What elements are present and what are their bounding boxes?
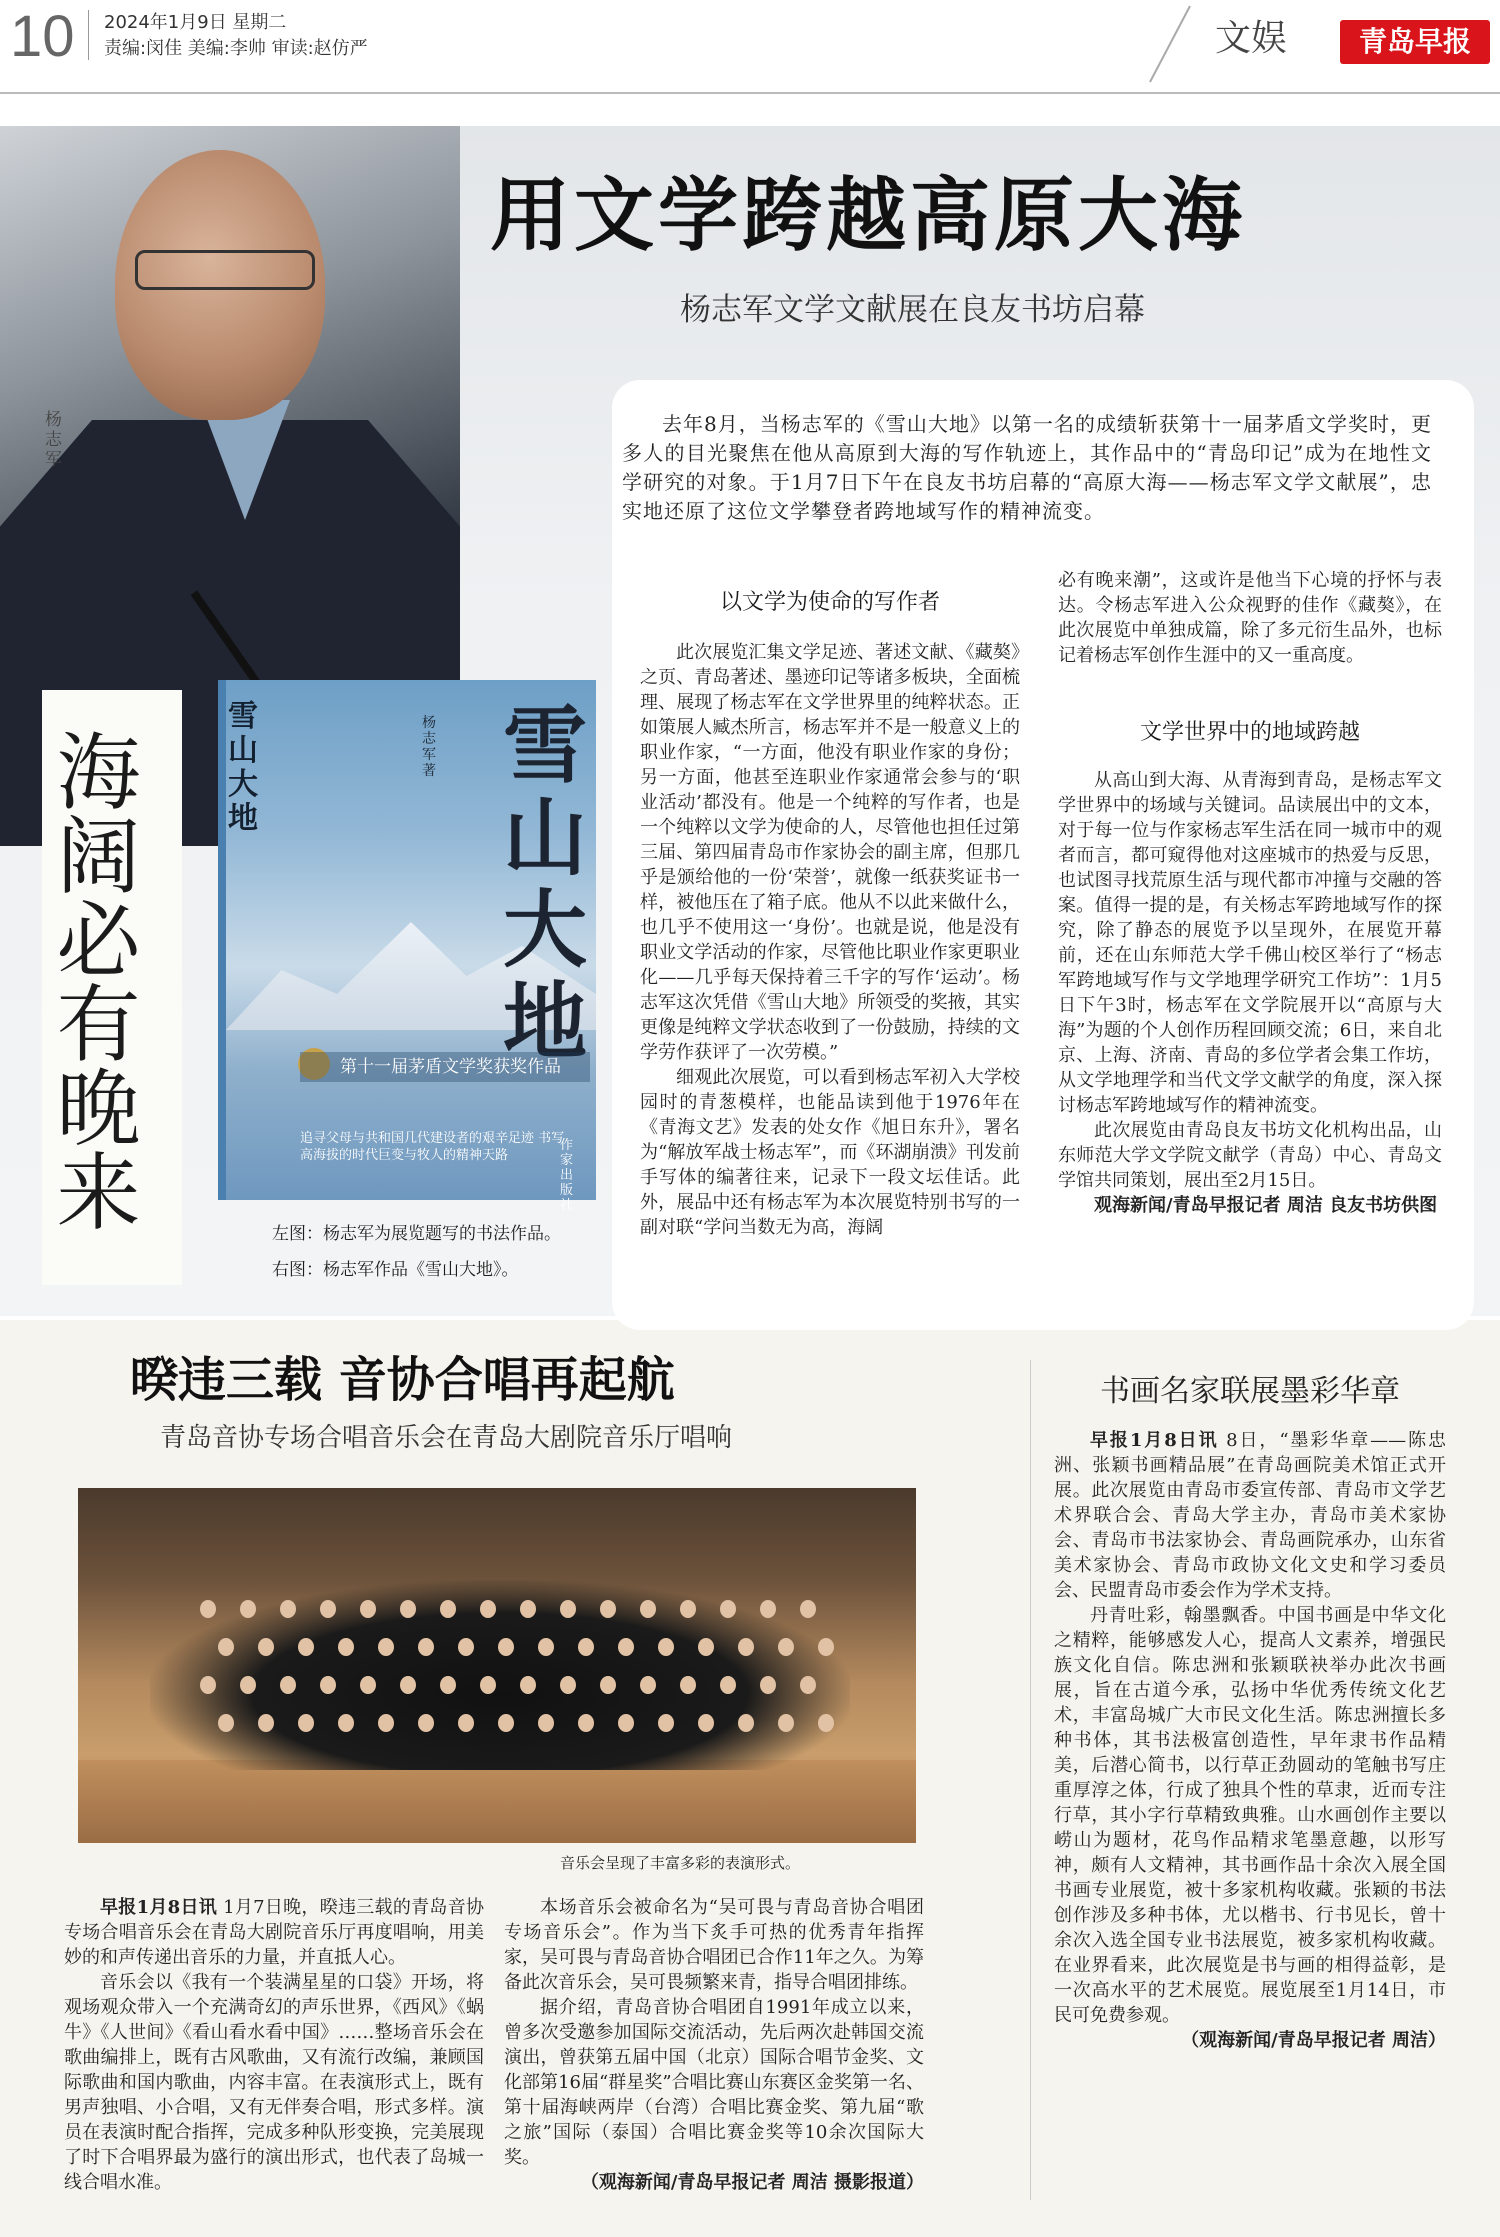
book-cover-publisher: 作家出版社 xyxy=(560,1138,574,1213)
header-divider xyxy=(88,10,89,60)
paragraph: 此次展览汇集文学足迹、著述文献、《藏獒》之页、青岛著述、墨迹印记等诸多板块，全面梳理、展现了杨志军在文学世界里的纯粹状态。正如策展人臧杰所言，杨志军并不是一般意义上的职业作家，“一方面，他没有职业作家的身份；另一方面，他甚至连职业作家通常会参与的‘职业活动’都没有。他是一个纯粹的写作者，也是一个纯粹以文学为使命的人，尽管他也担任过第三届、第四届青岛市作家协会的副主席，但那几乎是颁给他的一份‘荣誉’，就像一纸获奖证书一样，被他压在了箱子底。他从不以此来做什么，也几乎不使用这一‘身份’。也就是说，他是没有职业文学活动的作家，尽管他比职业作家更职业化——几乎每天保持着三千字的写作‘运动’。杨志军这次凭借《雪山大地》所领受的奖掖，其实更像是纯粹文学状态收到了一份鼓励，持续的文学劳作获评了一次劳模。” xyxy=(640,642,1020,1063)
paragraph: 音乐会以《我有一个装满星星的口袋》开场，将观场观众带入一个充满奇幻的声乐世界，《西风》《蜗牛》《人世间》《看山看水看中国》……整场音乐会在歌曲编排上，既有古风歌曲，又有流行改编，兼顾国际歌曲和国内歌曲，内容丰富。在表演形式上，既有男声独唱、小合唱，又有无伴奏合唱，形式多样。演员在表演时配合指挥，完成多种队形变换，完美展现了时下合唱界最为盛行的演出形式，也代表了岛城一线合唱水准。 xyxy=(64,1972,484,2193)
book-cover-author: 杨志军 著 xyxy=(422,715,436,779)
choir-member-face xyxy=(520,1676,536,1694)
choir-member-face xyxy=(498,1714,514,1732)
exhibit-headline: 书画名家联展墨彩华章 xyxy=(1100,1374,1400,1409)
lead-text: 去年8月，当杨志军的《雪山大地》以第一名的成绩斩获第十一届茅盾文学奖时，更多人的目光聚焦在他从高原到大海的写作轨迹上，其作品中的“青岛印记”成为在地性文学研究的对象。于1月7日下午在良友书坊启幕的“高原大海——杨志军文学文献展”，忠实地还原了这位文学攀登者跨地域写作的精神流变。 xyxy=(622,412,1432,523)
choir-member-face xyxy=(258,1638,274,1656)
caption-right: 右图：杨志军作品《雪山大地》。 xyxy=(272,1260,519,1280)
choir-member-face xyxy=(440,1676,456,1694)
choir-member-face xyxy=(698,1638,714,1656)
exhibit-byline: （观海新闻/青岛早报记者 周洁） xyxy=(1181,2030,1446,2051)
choir-member-face xyxy=(400,1600,416,1618)
header-rule xyxy=(0,92,1500,94)
section-label: 文娱 xyxy=(1215,18,1288,59)
choir-member-face xyxy=(720,1676,736,1694)
choir-member-face xyxy=(578,1714,594,1732)
paragraph: 据介绍，青岛音协合唱团自1991年成立以来，曾多次受邀参加国际交流活动，先后两次赴韩国交流演出，曾获第五届中国（北京）国际合唱节金奖、文化部第16届“群星奖”合唱比赛山东赛区金奖第一名、第十届海峡两岸（台湾）合唱比赛金奖、第九届“歌之旅”国际（泰国）合唱比赛金奖等10余次国际大奖。 xyxy=(504,1997,924,2168)
column-divider xyxy=(1030,1360,1031,2200)
choir-member-face xyxy=(640,1600,656,1618)
calligraphy-text: 海阔必有晚来 xyxy=(43,728,141,1232)
feature-byline: 观海新闻/青岛早报记者 周洁 良友书坊供图 xyxy=(1094,1195,1438,1216)
issue-date: 2024年1月9日 星期二 xyxy=(104,12,287,33)
header-slash-decoration xyxy=(1140,4,1200,84)
choir-member-face xyxy=(458,1714,474,1732)
paragraph: 丹青吐彩，翰墨飘香。中国书画是中华文化之精粹，能够感发人心，提高人文素养，增强民族文化自信。陈忠洲和张颖联袂举办此次书画展，旨在古道今承，弘扬中华优秀传统文化艺术，丰富岛城广大市民文化生活。陈忠洲擅长多种书体，其书法极富创造性，早年隶书作品精美，后潜心简书，以行草正劲圆动的笔触书写庄重厚淳之体，行成了独具个性的草隶，近而专注行草，其小字行草精致典雅。山水画创作主要以崂山为题材，花鸟作品精求笔墨意趣，以形写神，颇有人文精神，其书画作品十余次入展全国书画专业展览，被十多家机构收藏。张颖的书法创作涉及多种书体，尤以楷书、行书见长，曾十余次入选全国专业书法展览，被多家机构收藏。在业界看来，此次展览是书与画的相得益彰，是一次高水平的艺术展览。展览展至1月14日，市民可免费参观。 xyxy=(1054,1605,1446,2026)
newspaper-logo: 青岛早报 xyxy=(1340,20,1490,64)
choir-member-face xyxy=(298,1714,314,1732)
paragraph: 此次展览由青岛良友书坊文化机构出品，山东师范大学文学院文献学（青岛）中心、青岛文学馆共同策划，展出至2月15日。 xyxy=(1058,1120,1442,1191)
portrait-label: 杨志军 xyxy=(45,410,62,470)
choir-member-face xyxy=(818,1714,834,1732)
choir-member-face xyxy=(298,1638,314,1656)
paragraph: 本场音乐会被命名为“吴可畏与青岛音协合唱团专场音乐会”。作为当下炙手可热的优秀青年指挥家，吴可畏与青岛音协合唱团已合作11年之久。为筹备此次音乐会，吴可畏频繁来青，指导合唱团排练。 xyxy=(504,1897,924,1993)
book-cover-title: 雪山大地 xyxy=(502,696,587,1071)
calligraphy-artwork xyxy=(42,690,182,1285)
choir-member-face xyxy=(320,1676,336,1694)
choir-member-face xyxy=(480,1600,496,1618)
choir-member-face xyxy=(458,1638,474,1656)
concert-column-d xyxy=(504,1895,924,2195)
portrait-glasses xyxy=(135,250,315,290)
choir-member-face xyxy=(640,1676,656,1694)
feature-column-b xyxy=(1058,768,1442,1218)
choir-member-face xyxy=(418,1638,434,1656)
choir-member-face xyxy=(778,1638,794,1656)
choir-member-face xyxy=(818,1638,834,1656)
choir-member-face xyxy=(618,1714,634,1732)
concert-headline: 暌违三载 音协合唱再起航 xyxy=(130,1352,675,1408)
book-cover-blurb: 追寻父母与共和国几代建设者的艰辛足迹 书写高海拔的时代巨变与牧人的精神天路 xyxy=(300,1131,565,1163)
choir-member-face xyxy=(698,1714,714,1732)
section-heading-1: 以文学为使命的写作者 xyxy=(719,590,940,615)
feature-lead xyxy=(622,410,1432,526)
choir-member-face xyxy=(538,1638,554,1656)
choir-member-face xyxy=(200,1676,216,1694)
choir-member-face xyxy=(480,1676,496,1694)
choir-member-face xyxy=(338,1638,354,1656)
dateline: 早报1月8日讯 xyxy=(1090,1430,1219,1451)
choir-member-face xyxy=(618,1638,634,1656)
choir-member-face xyxy=(680,1676,696,1694)
book-cover-award: 第十一届茅盾文学奖获奖作品 xyxy=(300,1052,590,1082)
exhibit-column xyxy=(1054,1428,1446,2053)
choir-member-face xyxy=(680,1600,696,1618)
choir-member-face xyxy=(498,1638,514,1656)
concert-subheadline: 青岛音协专场合唱音乐会在青岛大剧院音乐厅唱响 xyxy=(160,1423,733,1453)
choir-member-face xyxy=(338,1714,354,1732)
feature-subheadline: 杨志军文学文献展在良友书坊启幕 xyxy=(680,292,1145,328)
choir-member-face xyxy=(218,1714,234,1732)
choir-member-face xyxy=(360,1600,376,1618)
caption-left: 左图：杨志军为展览题写的书法作品。 xyxy=(272,1224,561,1244)
book-cover-small-title: 雪山大地 xyxy=(228,699,258,836)
choir-member-face xyxy=(240,1676,256,1694)
concert-photo-caption: 音乐会呈现了丰富多彩的表演形式。 xyxy=(560,1854,801,1872)
choir-member-face xyxy=(560,1676,576,1694)
choir-member-face xyxy=(440,1600,456,1618)
choir-member-face xyxy=(400,1676,416,1694)
choir-member-face xyxy=(720,1600,736,1618)
feature-column-a xyxy=(640,640,1020,1240)
choir-member-face xyxy=(578,1638,594,1656)
choir-member-face xyxy=(658,1714,674,1732)
editor-credits: 责编:闵佳 美编:李帅 审读:赵仿严 xyxy=(104,38,368,59)
choir-member-face xyxy=(800,1600,816,1618)
choir-member-face xyxy=(560,1600,576,1618)
paragraph: 8日，“墨彩华章——陈忠洲、张颖书画精品展”在青岛画院美术馆正式开展。此次展览由青岛市委宣传部、青岛市文学艺术界联合会、青岛大学主办，青岛市美术家协会、青岛市书法家协会、青岛画院承办，山东省美术家协会、青岛市政协文化文史和学习委员会、民盟青岛市委会作为学术支持。 xyxy=(1054,1430,1446,1601)
choir-member-face xyxy=(200,1600,216,1618)
choir-member-face xyxy=(600,1600,616,1618)
paragraph: 1月7日晚，暌违三载的青岛音协专场合唱音乐会在青岛大剧院音乐厅再度唱响，用美妙的和声传递出音乐的力量，并直抵人心。 xyxy=(64,1897,484,1968)
choir-member-face xyxy=(658,1638,674,1656)
concert-column-c xyxy=(64,1895,484,2195)
page-number: 10 xyxy=(10,4,75,69)
choir-member-face xyxy=(778,1714,794,1732)
paragraph: 细观此次展览，可以看到杨志军初入大学校园时的青葱模样，也能品读到他于1976年在《青海文艺》发表的处女作《旭日东升》，署名为“解放军战士杨志军”，而《环湖崩溃》刊发前手写体的编著往来，记录下一段文坛佳话。此外，展品中还有杨志军为本次展览特别书写的一副对联“学问当数无为高，海阔 xyxy=(640,1067,1020,1238)
choir-member-face xyxy=(258,1714,274,1732)
choir-member-face xyxy=(280,1600,296,1618)
choir-member-face xyxy=(360,1676,376,1694)
choir-member-face xyxy=(738,1714,754,1732)
paragraph: 从高山到大海、从青海到青岛，是杨志军文学世界中的场域与关键词。品读展出中的文本，对于每一位与作家杨志军生活在同一城市中的观者而言，都可窥得他对这座城市的热爱与反思，也试图寻找荒原生活与现代都市冲撞与交融的答案。值得一提的是，有关杨志军跨地域写作的探究，除了静态的展览予以呈现外，在展览开幕前，还在山东师范大学千佛山校区举行了“杨志军跨地域写作与文学地理学研究工作坊”：1月5日下午3时，杨志军在文学院展开以“高原与大海”为题的个人创作历程回顾交流；6日，来自北京、上海、济南、青岛的多位学者会集工作坊，从文学地理学和当代文学文献学的角度，深入探讨杨志军跨地域写作的精神流变。 xyxy=(1058,770,1442,1116)
choir-member-face xyxy=(800,1676,816,1694)
choir-member-face xyxy=(520,1600,536,1618)
choir-member-face xyxy=(538,1714,554,1732)
choir-member-face xyxy=(760,1600,776,1618)
concert-byline: （观海新闻/青岛早报记者 周洁 摄影报道） xyxy=(580,2172,924,2193)
choir-member-face xyxy=(378,1714,394,1732)
feature-headline: 用文学跨越高原大海 xyxy=(490,169,1246,262)
concert-photo-stage xyxy=(78,1760,916,1843)
feature-column-b-top xyxy=(1058,568,1442,668)
choir-member-face xyxy=(240,1600,256,1618)
choir-member-face xyxy=(320,1600,336,1618)
choir-member-face xyxy=(760,1676,776,1694)
choir-member-face xyxy=(280,1676,296,1694)
choir-member-face xyxy=(418,1714,434,1732)
choir-member-face xyxy=(600,1676,616,1694)
choir-member-face xyxy=(738,1638,754,1656)
choir-member-face xyxy=(218,1638,234,1656)
section-heading-2: 文学世界中的地域跨越 xyxy=(1139,720,1360,745)
paragraph: 必有晚来潮”，这或许是他当下心境的抒怀与表达。令杨志军进入公众视野的佳作《藏獒》，在此次展览中单独成篇，除了多元衍生品外，也标记着杨志军创作生涯中的又一重高度。 xyxy=(1058,570,1442,666)
dateline: 早报1月8日讯 xyxy=(100,1897,218,1918)
choir-member-face xyxy=(378,1638,394,1656)
